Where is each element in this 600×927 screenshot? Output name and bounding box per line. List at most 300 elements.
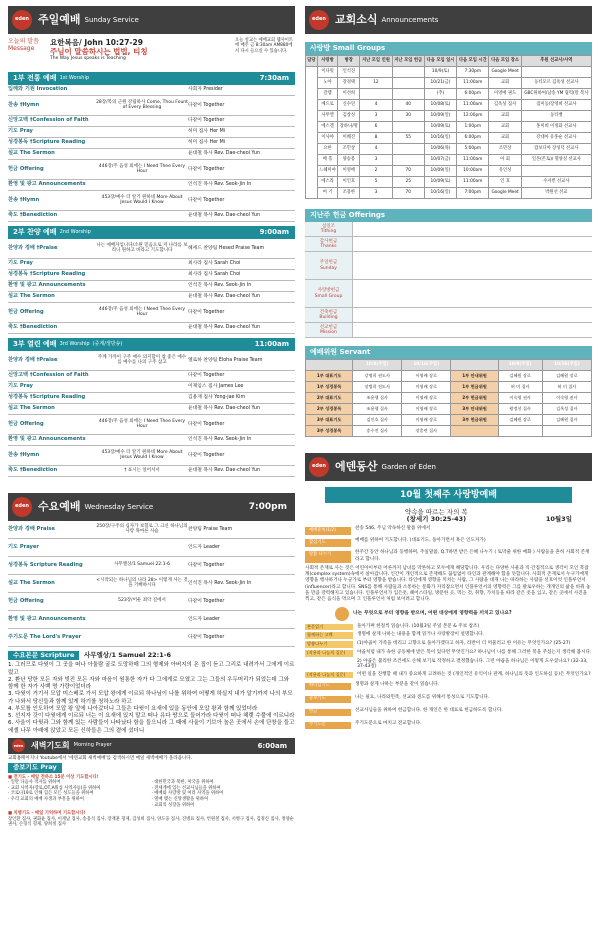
order-item: 헌금 Offering	[8, 597, 44, 604]
servant-cell: 장병희 전도사	[353, 382, 402, 393]
order-item: 설교 The Sermon	[8, 579, 55, 586]
order-item: 축도 †Benediction	[8, 467, 58, 474]
order-row	[8, 593, 295, 611]
prayer-item: · 일반 다음사 적자를 위하여	[8, 780, 61, 786]
table-cell	[360, 89, 392, 100]
order-row	[8, 180, 295, 191]
church-logo-icon: eden	[309, 457, 329, 477]
table-cell: 박원선 선교	[521, 188, 591, 199]
table-row	[306, 177, 592, 188]
order-leader: 윤대철 목사 Rev. Dae-cheol Yun	[188, 468, 260, 474]
table-cell: 에스라	[317, 177, 337, 188]
prayer-lists	[8, 780, 295, 808]
offering-label: 주일헌금 Sunday	[305, 252, 353, 279]
servant-row	[306, 371, 592, 382]
order-leader: 엘로하 찬양팀 Eloha Praise Team	[188, 357, 263, 363]
order-item: 찬양과 경배 †Praise	[8, 356, 58, 363]
prayer-tag: 중보기도 Pray	[8, 763, 62, 772]
table-cell: 4	[360, 100, 392, 111]
ann-header	[305, 6, 592, 34]
servant-cell: 왕정선 집사	[498, 404, 542, 415]
table-cell: 홍미희 이정화 선교사	[521, 122, 591, 133]
table-cell: 이인호	[338, 177, 360, 188]
table-cell: 11:00am	[457, 177, 489, 188]
wed-order	[8, 521, 295, 647]
servant-header-cell: 10/16(주일)	[402, 360, 451, 371]
table-cell: 10/09(토)	[424, 177, 456, 188]
table-cell: 12:00pm	[457, 111, 489, 122]
garden-question-text: 나는 무엇으로 부터 영향을 받으며, 어떤 대상에게 영향력을 끼치고 있나요?	[353, 610, 512, 616]
garden-step-text: 찬송 546, 주님 약속하신 말씀 위에서	[355, 525, 431, 531]
offering-label: 건축헌금 Building	[305, 308, 353, 322]
servant-cell: 이영배 장로	[402, 415, 451, 426]
order-item: 주기도문 The Lord's Prayer	[8, 633, 82, 640]
table-header-cell: 담당	[306, 56, 318, 67]
table-cell: 노아	[317, 78, 337, 89]
order-leader: 인석진 목사 Rev. Seok-Jin In	[188, 182, 252, 188]
prayer-list-a	[8, 780, 152, 808]
offering-row	[305, 280, 592, 308]
garden-closing-label: 중보기도	[305, 696, 351, 703]
offering-amount	[353, 252, 592, 279]
order-leader: 다같이 Together	[188, 598, 225, 604]
order-row	[8, 292, 295, 303]
order-leader: 인석진 목사 Rev. Seok-Jin In	[188, 580, 252, 586]
table-cell: GBC위하여/남송 YM 협력(말 복사	[521, 89, 591, 100]
order-row	[8, 415, 295, 435]
order-detail: 28장/복의 근원 강림하사 Come, Thou Fount of Every Blessing	[96, 99, 188, 110]
servant-cell: 이영배 장로	[402, 404, 451, 415]
order-detail: 사무엘상/1 Samuel 22:1-6	[113, 562, 171, 568]
service2-order	[8, 239, 295, 334]
order-row	[8, 382, 295, 393]
order-detail: 453장/예수 더 알기 원하네 More About Jesus Would I Know	[101, 194, 183, 205]
table-cell: 30	[392, 111, 424, 122]
servant-header-cell	[306, 360, 353, 371]
offering-amount	[353, 308, 592, 322]
servant-cell: 3부 대표기도	[306, 415, 353, 426]
garden-banner: 10월 첫째주 사랑방예배	[325, 487, 572, 503]
table-cell: 강경택	[338, 78, 360, 89]
garden-qa-row	[305, 672, 592, 679]
table-cell: 2	[360, 166, 392, 177]
garden-body: 사회적 존재로 사는 것은 어린아이부터 어른까지 남녀를 막론하고 모두에게 해당합니다. 우리는 다양한 사물과 직·간접적으로 생각이 모인 복잡계(complex system)속에서 살아갑니다. 인간이 개인적으로 존재해도 끊임없이 타인과 관계해야 함을 뜻합니다. 사회적 존재로서 누구가에게 영향을 행사하거나 누군가로 부터 영향을 받습니다. 타인에게 영향을 끼치는 사람, 그 사람을 대개 나는 따라하는 사람을 선호이엇 인플루언서(influencer)라고 합니다. SNS를 통해 사람들과 소통하는 문화가 자리잡으면서 인플루언서의 영향력은 그를 팔로우하는 개개인의 삶을 바꿔 놓을 만큼 강력해지고 있습니다. 인플루언서가 입은옷, 헤어스타일, 방문한 곳, 먹는 것, 취향, 가치등을 따라 같은 옷을 입고, 같은 곳에서 사진을 찍고, 같은 음식을 먹으며 그 인플루언서 처럼 보이려고 합니다.	[305, 565, 591, 603]
order-item: 신앙고백 †Confession of Faith	[8, 372, 89, 379]
table-cell: 김옥성 집사	[489, 100, 521, 111]
garden-closing-text: 나는 필요, 나라와민족, 선교와 전도를 위해서 통성으로 기도합니다.	[355, 695, 490, 701]
order-item: 헌금 Offering	[8, 420, 44, 427]
scripture-ref: 사무엘상/1 Samuel 22:1-6	[83, 651, 171, 659]
table-header-cell: 다음 모임 장소	[489, 56, 521, 67]
table-cell: 11:00am	[457, 78, 489, 89]
table-row	[306, 111, 592, 122]
garden-qa-label	[305, 659, 353, 670]
table-cell: 이혜진	[338, 133, 360, 144]
order-leader: 김용재 집사 Yong-jae Kim	[188, 395, 246, 401]
table-cell: 70	[392, 188, 424, 199]
table-cell: 10/07(금)	[424, 155, 456, 166]
garden-qa-row	[305, 659, 592, 670]
order-leader: 헤세드 찬양팀 Hesed Praise Team	[188, 245, 265, 251]
table-cell: (추)	[424, 89, 456, 100]
wed-subtitle: Wednesday Service	[84, 502, 154, 511]
garden-header	[305, 453, 592, 481]
order-leader: 인도자 Leader	[188, 616, 220, 622]
table-cell: 아 회	[489, 155, 521, 166]
right-column	[300, 0, 600, 927]
table-cell: 7:30pm	[457, 67, 489, 78]
dawn-header	[8, 738, 295, 754]
table-header-cell: 다음 모임 일시	[424, 56, 456, 67]
table-cell: 베 홀	[317, 155, 337, 166]
table-cell: 10/09(일)	[424, 111, 456, 122]
servant-cell: 조윤행 집사	[353, 393, 402, 404]
table-cell: 캄보디아 장성덕 선교사	[521, 144, 591, 155]
ann-subtitle: Announcements	[381, 15, 439, 24]
order-item: 기도 Pray	[8, 128, 33, 135]
servant-cell	[542, 426, 591, 437]
message-main	[50, 38, 235, 68]
table-cell	[392, 144, 424, 155]
garden-closing-row	[305, 695, 592, 704]
order-leader: 인도자 Leader	[188, 544, 220, 550]
order-leader: 윤대철 목사 Rev. Dae-cheol Yun	[188, 213, 260, 219]
order-item: 신앙고백 †Confession of Faith	[8, 117, 89, 124]
garden-step	[305, 550, 592, 563]
servant-cell: 2부 대표기도	[306, 393, 353, 404]
prayer-item: · 열매 맺는 신앙생활을 위하여	[151, 796, 209, 802]
wed-time: 7:00pm	[248, 501, 287, 512]
garden-qa-text: 어떤 일을 진행할 때 내가 중요하게 고려하는 것 (개인적인 유익이나 관계, 하나님의 뜻과 인도하심 등)은 무엇인가요?	[357, 671, 591, 677]
garden-qa-text: 돌아가며 한절씩 읽습니다. (10월3일 주일 본문 & 주보 참조)	[357, 623, 480, 629]
dawn-time: 6:00am	[257, 741, 287, 750]
servant-cell: 2부 헌금위원	[451, 393, 498, 404]
table-cell: 느헤미야	[317, 166, 337, 177]
table-cell: 이사야	[317, 133, 337, 144]
table-cell: 동티벳	[521, 111, 591, 122]
order-leader: 인석진 목사 Rev. Seok-Jin In	[188, 283, 252, 289]
order-item: 찬송 †Hymn	[8, 196, 40, 203]
offering-amount	[353, 280, 592, 307]
prayer-item: · 코로나19로 인해 힘든 모든 성도들을 위하여	[8, 791, 94, 797]
order-leader: 다같이 Together	[188, 118, 225, 124]
servant-cell	[451, 426, 498, 437]
order-leader: 인석진 목사 Rev. Seok-Jin In	[188, 437, 252, 443]
order-row	[8, 629, 295, 647]
table-cell	[521, 67, 591, 78]
table-cell: 8	[360, 133, 392, 144]
garden-steps	[305, 526, 592, 564]
table-header-cell: 지난 모임 헌금	[392, 56, 424, 67]
table-header-row	[306, 56, 592, 67]
table-cell: 25	[392, 177, 424, 188]
service3-header	[8, 338, 295, 351]
table-cell: 55	[392, 133, 424, 144]
order-leader: 윤대철 목사 Rev. Dae-cheol Yun	[188, 294, 260, 300]
offering-row	[305, 323, 592, 338]
garden-qa	[305, 624, 592, 679]
garden-qa-label: 본문읽기	[305, 624, 353, 631]
group-region-cell	[306, 67, 318, 199]
order-detail: 446장/주 음성 외에는 I Need Thee Every Hour	[98, 418, 186, 429]
sermon-note: 오늘 설교는 예배교회 웹사이트에 매주 금 8:30am AM880에서 다시 들으실 수 있습니다.	[235, 38, 294, 54]
order-item: 환영 및 광고 Announcements	[8, 436, 86, 443]
order-item: 찬송 †Hymn	[8, 101, 40, 108]
garden-closing-row	[305, 682, 592, 691]
order-item: 헌금 Offering	[8, 165, 44, 172]
table-cell: 5:00pm	[457, 144, 489, 155]
order-leader: 다같이 Together	[188, 452, 225, 458]
table-cell: 교회	[489, 78, 521, 89]
garden-closing-label: 주기도문	[305, 722, 351, 729]
table-cell: 4	[360, 144, 392, 155]
scripture-tag: 수요본문 Scripture	[8, 651, 79, 660]
order-row	[8, 393, 295, 404]
servant-title: 예배위원 Servant	[305, 346, 592, 359]
order-item: 성경봉독 †Scripture Reading	[8, 139, 86, 146]
order-item: 설교 The Sermon	[8, 293, 55, 300]
table-cell: 10/16(일)	[424, 133, 456, 144]
servant-cell: 송수진 집사	[353, 426, 402, 437]
table-cell: 10/06(목)	[424, 144, 456, 155]
order-item: 성경봉독 †Scripture Reading	[8, 394, 86, 401]
order-detail: † 표시는 일어서서	[124, 467, 160, 473]
service3-en: 3rd Worship	[59, 340, 90, 347]
table-cell: 요한	[317, 144, 337, 155]
servant-cell: 1부 대표기도	[306, 371, 353, 382]
table-cell: 3	[360, 188, 392, 199]
table-header-cell: 지난 모임 인원	[360, 56, 392, 67]
order-row	[8, 96, 295, 116]
servant-header-cell	[451, 360, 498, 371]
servant-header-cell: 10/9(주일)	[353, 360, 402, 371]
wed-title: 수요예배	[38, 499, 81, 513]
order-item: 축도 †Benediction	[8, 212, 58, 219]
service1-order	[8, 85, 295, 222]
garden-step-text: 한주간 동안 하나님과 동행하며, 주일말씀, Q.T하면 받은 은혜 나누기 ( 토막줄 위한 예화 ) 사람들을 흔히 사회적 존재라고 합니다.	[355, 550, 590, 563]
order-row	[8, 149, 295, 160]
dawn-note: 교회홈페이지나 Youtube에서 '에덴교회 새벽예배'를 검색하시면 매일 새벽예배가 올라옵니다.	[8, 755, 193, 761]
service1-time: 7:30am	[259, 74, 289, 83]
order-item: 기도 Prayer	[8, 543, 39, 550]
table-row	[306, 122, 592, 133]
table-cell: 70	[392, 166, 424, 177]
servant-cell: 이숙영 권사	[498, 393, 542, 404]
order-row	[8, 191, 295, 211]
sunday-title: 주일예배	[38, 12, 81, 26]
order-detail: 523장/어둔 죄악 길에서	[118, 598, 166, 604]
garden-qa-row	[305, 624, 592, 631]
order-leader: 이제임스 집사 James Lee	[188, 384, 244, 390]
table-cell	[392, 122, 424, 133]
offering-row	[305, 308, 592, 323]
wed-scripture	[8, 651, 295, 735]
church-logo-icon: eden	[12, 497, 32, 517]
order-item: 환영 및 광고 Announcements	[8, 615, 86, 622]
table-cell: 6	[360, 122, 392, 133]
table-cell: 5	[360, 177, 392, 188]
table-cell: 10/21(금)	[424, 78, 456, 89]
table-cell	[392, 67, 424, 78]
garden-question	[335, 607, 592, 621]
servant-cell: 1부 성경봉독	[306, 382, 353, 393]
order-row	[8, 259, 295, 270]
offering-row	[305, 252, 592, 280]
order-row	[8, 303, 295, 323]
ann-title: 교회소식	[335, 12, 378, 26]
garden-closing-row	[305, 708, 592, 717]
garden-closing-row	[305, 721, 592, 730]
service3-order	[8, 351, 295, 477]
prayer-list-b	[152, 780, 296, 808]
table-cell: 6:00pm	[457, 133, 489, 144]
service3-time: 11:00am	[254, 340, 289, 349]
table-cell: 김창성	[338, 111, 360, 122]
servant-table	[305, 359, 592, 437]
service3-sub: (중계/생방송)	[92, 340, 123, 347]
servant-row	[306, 382, 592, 393]
table-cell: 이선희	[338, 89, 360, 100]
order-detail: 250장/구주의 십자가 보혈로 그 크신 하나님의 사랑 목마른 사슴	[96, 523, 188, 534]
table-cell: 3	[360, 111, 392, 122]
order-row	[8, 539, 295, 557]
table-cell	[392, 78, 424, 89]
order-detail: 446장/주 음성 외에는 I Need Thee Every Hour	[98, 306, 186, 317]
sermon-title: 주님이 말씀하시는 법법, 티칭	[50, 47, 148, 56]
order-leader: 사회자 Presider	[188, 87, 223, 93]
order-item: 찬송 †Hymn	[8, 451, 40, 458]
order-row	[8, 446, 295, 466]
order-item: 찬양과 경배 Praise	[8, 525, 55, 532]
table-cell: 조민상	[338, 144, 360, 155]
order-row	[8, 466, 295, 477]
table-cell	[360, 67, 392, 78]
order-leader: 다같이 Together	[188, 197, 225, 203]
table-cell: 여 기	[317, 188, 337, 199]
garden-subtitle: Garden of Eden	[381, 462, 436, 471]
servant-cell	[498, 426, 542, 437]
order-row	[8, 281, 295, 292]
order-row	[8, 557, 295, 575]
table-cell	[521, 166, 591, 177]
order-row	[8, 435, 295, 446]
offering-label: 사랑방헌금 Small Group	[305, 280, 353, 307]
passage: 요한복음/ John 10:27-29	[50, 38, 143, 47]
order-leader: 윤대철 목사 Rev. Dae-cheol Yun	[188, 325, 260, 331]
table-cell: 인 효	[489, 177, 521, 188]
table-cell: 조용한	[338, 188, 360, 199]
garden-qa-text: 2) 야곱은 불리한 조건에도 손해 보기로 작정하고 결정했습니다. 그런 야곱을 하나님은 어떻게 도우셨나요? (32-33, 37-43절)	[357, 658, 588, 670]
table-cell: 6:00pm	[457, 89, 489, 100]
garden-step-text: 예배를 위하여 기도합니다. (대표기도, 돌아가면서 혹은 인도자가)	[355, 538, 486, 544]
dawn-title: 새벽기도회	[31, 741, 70, 751]
question-avatar-icon	[335, 607, 349, 621]
servant-cell: 김옥성 집사	[542, 404, 591, 415]
order-leader: 다같이 Together	[188, 102, 225, 108]
offerings-title: 지난주 헌금 Offerings	[305, 209, 592, 222]
servant-row	[306, 426, 592, 437]
prayer-heading-2: ■ 치병기도 - 매일 기억하며 기도합시다!	[8, 811, 86, 817]
servant-cell: 허 미 집사	[542, 382, 591, 393]
offerings-list	[305, 222, 592, 338]
table-cell: 교회	[489, 111, 521, 122]
dawn-en: Morning Prayer	[73, 742, 112, 749]
offering-label: 감사헌금 Thanks	[305, 237, 353, 251]
table-row	[306, 67, 592, 78]
order-detail: 453장/예수 더 알기 원하네 More About Jesus Would I Know	[101, 449, 183, 460]
wed-header	[8, 493, 295, 521]
garden-qa-label: (적용과 나눔의 질문)	[305, 672, 353, 679]
servant-cell: 1부 헌금위원	[451, 382, 498, 393]
table-cell: 교회	[489, 122, 521, 133]
scripture-text: 1. 그러므로 다윗이 그 곳을 떠나 아둘람 굴로 도망하매 그의 형제와 아버지의 온 집이 듣고 그리로 내려가서 그에게 이르렀고 2. 환난 당한 모든 자와 빚진 모든 자와 마음이 원통한 자가 다 그에게로 모였고 그는 그들의 우두머리가 되었는데 그와 함께 한 자가 사백 명 가량이었더라 3. 다윗이 거기서 모압 미스베로 가서 모압 왕에게 이르되 하나님이 나를 위하여 어떻게 하실지 내가 알기까지 나의 부모가 나와서 당신들과 함께 있게 하기를 청하노라 하고 4. 부모를 인도하여 모압 왕 앞에 나아갔더니 그들은 다윗이 요새에 있을 동안에 모압 왕과 함께 있었더라 5. 선지자 갓이 다윗에게 이르되 너는 이 요새에 있지 말고 떠나 유다 땅으로 들어가라 다윗이 떠나 헤렛 수풀에 이르니라 6. 사울이 다윗과 그와 함께 있는 사람들이 나타났다 함을 들으니라 그 때에 사울이 기브아 높은 곳에서 손에 단창을 들고 에셀 나무 아래에 앉았고 모든 신하들은 그의 곁에 섰더니	[8, 662, 295, 734]
servant-row	[306, 404, 592, 415]
servant-cell: 2부 성경봉독	[306, 404, 353, 415]
garden-qa-label: 말씀나누기	[305, 641, 353, 648]
garden-closing	[305, 682, 592, 730]
prayer-item: · 전세계에 있는 선교사님들을 위하여	[151, 785, 221, 791]
order-leader: 윤대철 목사 Rev. Dae-cheol Yun	[188, 151, 260, 157]
table-row	[306, 89, 592, 100]
table-cell: 11:00am	[457, 155, 489, 166]
table-cell: 7:00pm	[457, 188, 489, 199]
table-cell	[392, 89, 424, 100]
table-cell: 10/09(토)	[424, 122, 456, 133]
order-row	[8, 160, 295, 180]
order-detail: <시작되는 하나님의 나라 28> 이렇게 사는 것을 기뻐하시다	[96, 577, 188, 588]
garden-closing-text: 선교사님들을 위하여 헌금합니다. 한 개인은 한 대표로 헌금하도록 합니다.	[355, 708, 503, 714]
servant-cell: 김혜원 집사	[542, 415, 591, 426]
order-item: 성경봉독 †Scripture Reading	[8, 271, 86, 278]
topic-week: 10월3일	[545, 515, 572, 524]
order-item: 찬양과 경배 †Praise	[8, 244, 58, 251]
order-leader: 최사라 집사 Sarah Choi	[188, 261, 241, 267]
table-cell: 일본(몬토)/ 명양성 선교사	[521, 155, 591, 166]
order-leader: 찬양팀 Praise Team	[188, 526, 233, 532]
table-cell: 수자빈 선교사	[521, 177, 591, 188]
table-cell: 10/16(일)	[424, 188, 456, 199]
message-label: 오늘의 말씀 Message	[8, 38, 39, 53]
order-leader: 최사라 집사 Sarah Choi	[188, 272, 241, 278]
order-row	[8, 85, 295, 96]
garden-qa-text: (1)야곱이 가족을 데리고 고향으로 돌아가겠다고 하자, 라반이 더 머물러고 한 이유는 무엇인가요? (25-27)	[357, 641, 571, 647]
service2-header	[8, 226, 295, 239]
small-groups-table	[305, 55, 592, 199]
garden-closing-text: 주기도문으로 마치고 전교합니다.	[355, 721, 422, 727]
order-item: 설교 The Sermon	[8, 150, 55, 157]
servant-cell: 이숙영 권사	[542, 393, 591, 404]
table-cell: 에스겔	[317, 122, 337, 133]
table-header-cell: 방장	[338, 56, 360, 67]
order-row	[8, 127, 295, 138]
service2-time: 9:00am	[259, 228, 289, 237]
garden-qa-row	[305, 641, 592, 648]
offering-label: 십일조 Tithing	[305, 222, 353, 236]
prayer-item: · 예배와 사랑방 및 여러 사역을 위하여	[151, 791, 224, 797]
table-row	[306, 78, 592, 89]
garden-closing-text: 생명과 살게 나하는 부분을 같이 읽습니다.	[355, 682, 440, 688]
table-cell: 이다윗	[317, 67, 337, 78]
servant-header-cell: 10/9(주일)	[498, 360, 542, 371]
topic-ref: (창세기 30:25-43)	[406, 515, 467, 524]
table-cell: 베드로	[317, 100, 337, 111]
garden-step-label: 예배준비(1/2)	[305, 527, 351, 535]
order-item: 환영 및 광고 Announcements	[8, 181, 86, 188]
order-row	[8, 116, 295, 127]
table-cell: 집미동/장영희 선교사	[521, 100, 591, 111]
order-leader: 다같이 Together	[188, 373, 225, 379]
table-cell: 양승봉	[338, 155, 360, 166]
